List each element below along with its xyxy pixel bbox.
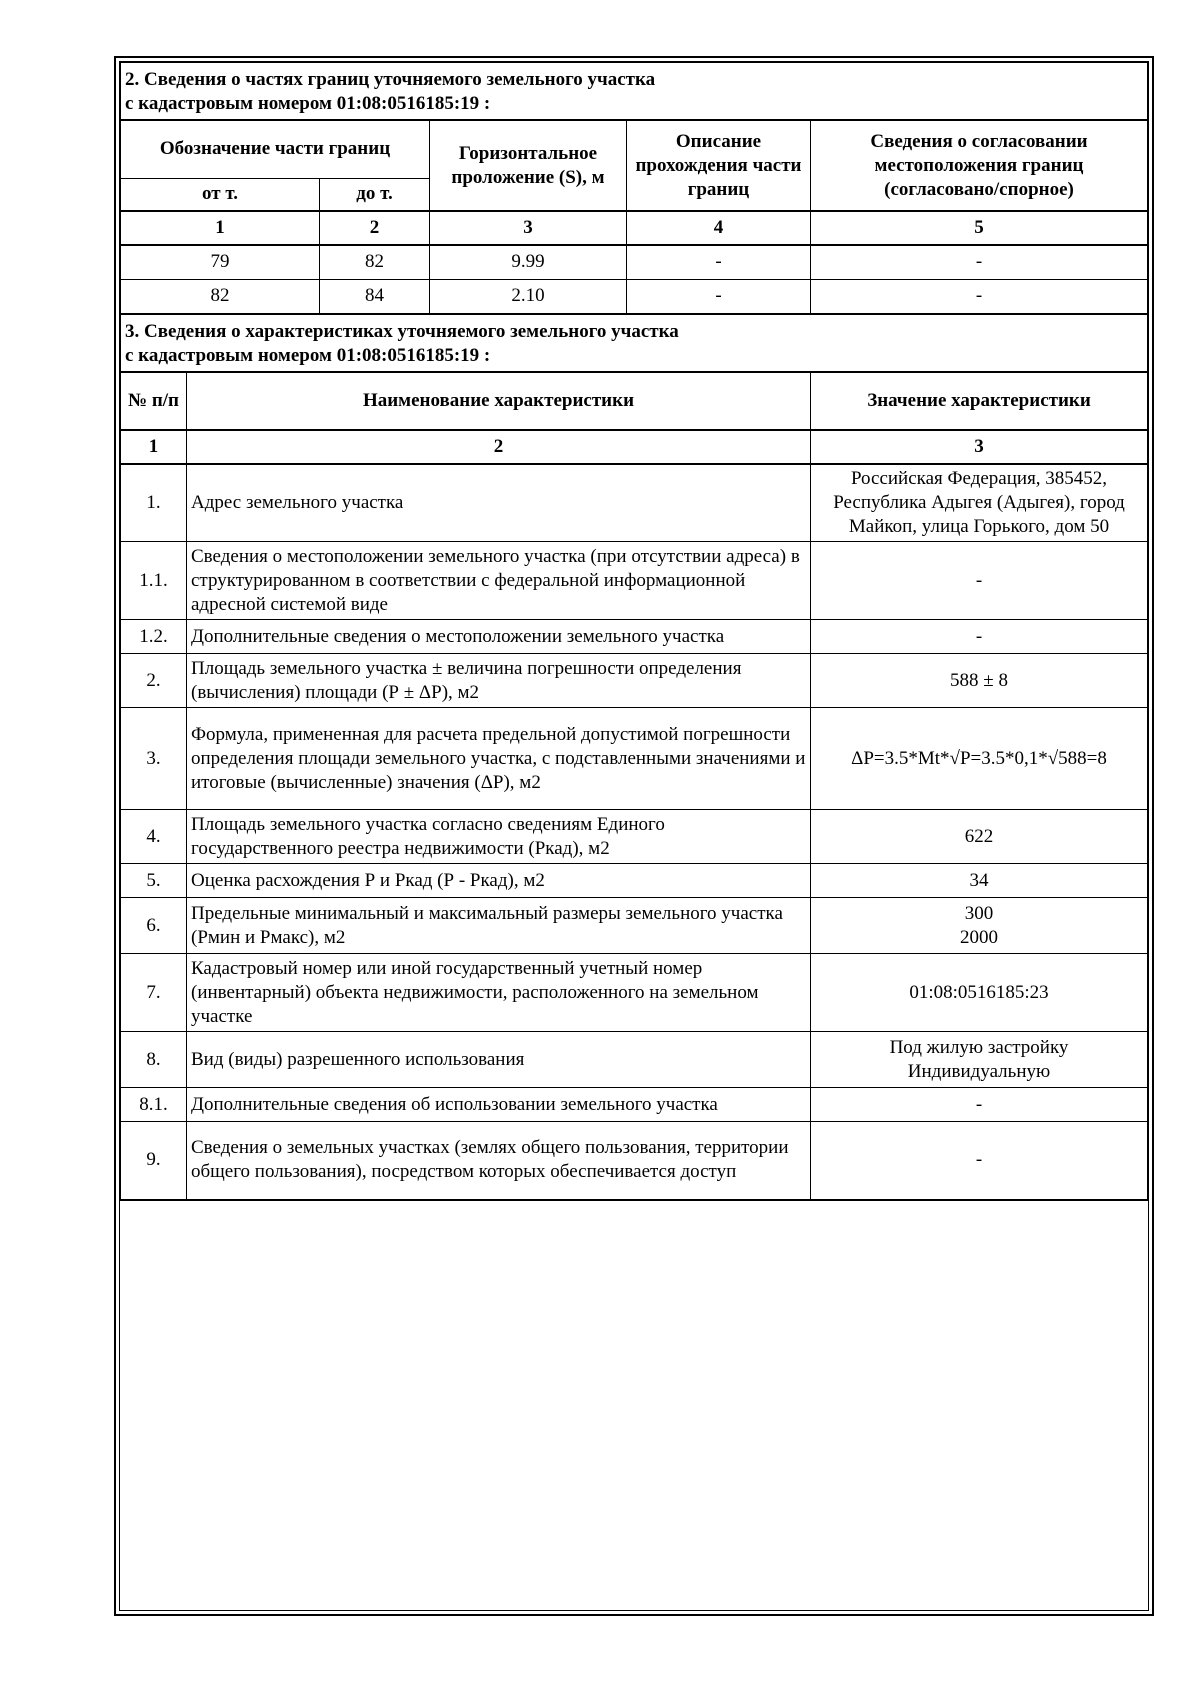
cell-num: 2.: [121, 654, 187, 708]
header-num: № п/п: [121, 372, 187, 430]
header-description: Описание прохождения части границ: [627, 120, 811, 211]
cell-num: 9.: [121, 1122, 187, 1200]
cell-value: 34: [811, 864, 1148, 898]
cell-num: 6.: [121, 898, 187, 954]
section3-colnum-row: [121, 430, 1148, 464]
colnum-2: 2: [187, 430, 811, 464]
cell-value: 588 ± 8: [811, 654, 1148, 708]
cell-agree: -: [811, 279, 1148, 313]
cell-value: -: [811, 620, 1148, 654]
header-name: Наименование характеристики: [187, 372, 811, 430]
colnum-3: 3: [430, 211, 627, 245]
cell-num: 8.1.: [121, 1088, 187, 1122]
cell-value: ΔP=3.5*Mt*√P=3.5*0,1*√588=8: [811, 708, 1148, 810]
cell-name: Вид (виды) разрешенного использования: [187, 1032, 811, 1088]
header-boundary-part: Обозначение части границ: [121, 120, 430, 178]
cell-s: 2.10: [430, 279, 627, 313]
section2-title-line2: с кадастровым номером 01:08:0516185:19 :: [125, 93, 491, 114]
cell-name: Сведения о местоположении земельного участка (при отсутствии адреса) в структурированном в соответствии с федеральной информационной адресной системой виде: [187, 542, 811, 620]
cell-desc: -: [627, 245, 811, 279]
cell-name: Адрес земельного участка: [187, 464, 811, 542]
cell-value-line1: 300: [964, 902, 994, 924]
table-row: [121, 708, 1148, 810]
colnum-3: 3: [811, 430, 1148, 464]
table-row: [121, 954, 1148, 1032]
colnum-1: 1: [121, 211, 320, 245]
section3-header-row: [121, 372, 1148, 430]
header-from: от т.: [121, 178, 320, 211]
section2-header-row1: [121, 120, 1148, 178]
header-to: до т.: [320, 178, 430, 211]
cell-desc: -: [627, 279, 811, 313]
table-row: [121, 810, 1148, 864]
cell-value: [811, 898, 1148, 954]
document-inner-frame: [119, 61, 1149, 1611]
cell-name: Площадь земельного участка согласно сведениям Единого государственного реестра недвижимости (Ркад), м2: [187, 810, 811, 864]
cell-value: 01:08:0516185:23: [811, 954, 1148, 1032]
colnum-5: 5: [811, 211, 1148, 245]
section2-colnum-row: [121, 211, 1148, 245]
cell-from: 82: [121, 279, 320, 313]
section2-title-line1: 2. Сведения о частях границ уточняемого земельного участка: [125, 69, 656, 90]
cell-name: Дополнительные сведения об использовании земельного участка: [187, 1088, 811, 1122]
cell-name: Формула, примененная для расчета предельной допустимой погрешности определения площади земельного участка, с подставленными значениями и итоговые (вычисленные) значения (ΔР), м2: [187, 708, 811, 810]
table-row: [121, 898, 1148, 954]
colnum-1: 1: [121, 430, 187, 464]
cell-name: Дополнительные сведения о местоположении земельного участка: [187, 620, 811, 654]
section2-title: [121, 63, 1148, 121]
table-row: [121, 279, 1148, 313]
cell-value-line2: 2000: [960, 926, 998, 948]
header-agreement: Сведения о согласовании местоположения границ (согласовано/спорное): [811, 120, 1148, 211]
cell-agree: -: [811, 245, 1148, 279]
cell-value: -: [811, 1088, 1148, 1122]
cell-name: Оценка расхождения Р и Ркад (Р - Ркад), м2: [187, 864, 811, 898]
table-row: [121, 1088, 1148, 1122]
section3-title-line2: с кадастровым номером 01:08:0516185:19 :: [125, 344, 491, 366]
table-row: [121, 542, 1148, 620]
cell-num: 1.: [121, 464, 187, 542]
cell-num: 5.: [121, 864, 187, 898]
cell-num: 8.: [121, 1032, 187, 1088]
cell-name: Площадь земельного участка ± величина погрешности определения (вычисления) площади (Р ± ΔР), м2: [187, 654, 811, 708]
cell-value-line2: Индивидуальную: [907, 1060, 1051, 1082]
colnum-2: 2: [320, 211, 430, 245]
cell-name: Сведения о земельных участках (землях общего пользования, территории общего пользования), посредством которых обеспечивается доступ: [187, 1122, 811, 1200]
cell-value: [811, 1032, 1148, 1088]
cell-value: -: [811, 542, 1148, 620]
section3-table: [120, 313, 1148, 1201]
table-row: [121, 620, 1148, 654]
section2-title-row: [121, 63, 1148, 121]
section3-title-row: [121, 314, 1148, 372]
section3-title-line1: 3. Сведения о характеристиках уточняемого земельного участка: [125, 320, 679, 342]
cell-num: 7.: [121, 954, 187, 1032]
cell-value: -: [811, 1122, 1148, 1200]
header-value: Значение характеристики: [811, 372, 1148, 430]
table-row: [121, 1122, 1148, 1200]
cell-value: Российская Федерация, 385452, Республика Адыгея (Адыгея), город Майкоп, улица Горького, дом 50: [811, 464, 1148, 542]
cell-value-line1: Под жилую застройку: [889, 1036, 1069, 1058]
cell-to: 82: [320, 245, 430, 279]
section2-table: [120, 62, 1148, 314]
cell-from: 79: [121, 245, 320, 279]
cell-s: 9.99: [430, 245, 627, 279]
cell-to: 84: [320, 279, 430, 313]
cell-num: 3.: [121, 708, 187, 810]
document-frame: [114, 56, 1154, 1616]
table-row: [121, 654, 1148, 708]
table-row: [121, 864, 1148, 898]
table-row: [121, 1032, 1148, 1088]
table-row: [121, 245, 1148, 279]
colnum-4: 4: [627, 211, 811, 245]
table-row: [121, 464, 1148, 542]
cell-value: 622: [811, 810, 1148, 864]
header-horizontal: Горизонтальное проложение (S), м: [430, 120, 627, 211]
cell-name: Кадастровый номер или иной государственный учетный номер (инвентарный) объекта недвижимости, расположенного на земельном участке: [187, 954, 811, 1032]
cell-name: Предельные минимальный и максимальный размеры земельного участка (Рмин и Рмакс), м2: [187, 898, 811, 954]
section3-title: [121, 314, 1148, 372]
cell-num: 1.2.: [121, 620, 187, 654]
cell-num: 4.: [121, 810, 187, 864]
cell-num: 1.1.: [121, 542, 187, 620]
